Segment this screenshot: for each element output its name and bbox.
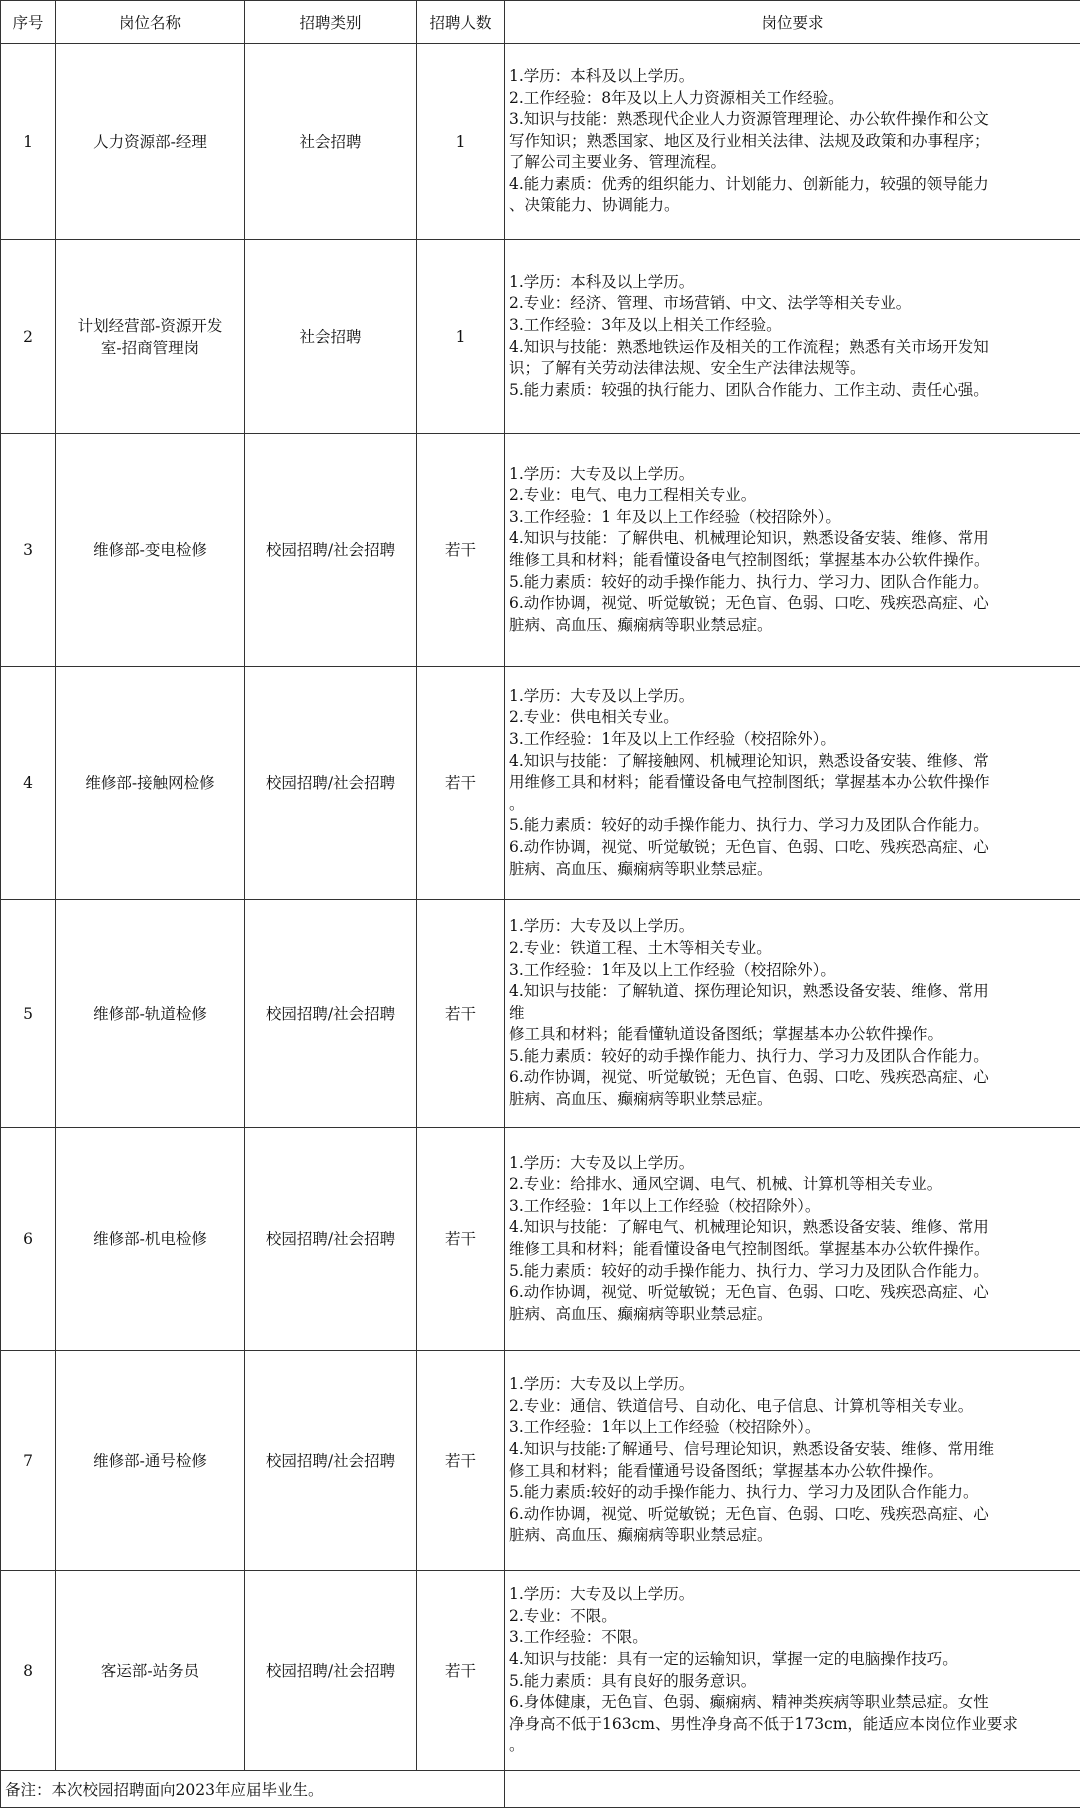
requirement-line: 2.专业：不限。: [509, 1606, 1074, 1628]
headcount-cell: 若干: [417, 900, 505, 1128]
requirement-line: 3.工作经验：1年及以上工作经验（校招除外）。: [509, 960, 1074, 982]
position-name-line: 维修部-机电检修: [64, 1228, 236, 1250]
category-cell: 社会招聘: [245, 240, 417, 434]
empty-cell: [505, 1771, 1080, 1808]
requirement-line: 3.工作经验：1年以上工作经验（校招除外）。: [509, 1417, 1074, 1439]
position-name-line: 维修部-轨道检修: [64, 1003, 236, 1025]
requirement-line: 1.学历：大专及以上学历。: [509, 1374, 1074, 1396]
position-name-line: 维修部-通号检修: [64, 1450, 236, 1472]
requirement-line: 3.工作经验：1 年及以上工作经验（校招除外）。: [509, 507, 1074, 529]
requirement-line: 4.知识与技能：熟悉地铁运作及相关的工作流程；熟悉有关市场开发知: [509, 337, 1074, 359]
requirements-cell: [505, 667, 1080, 900]
position-name-line: 人力资源部-经理: [64, 131, 236, 153]
requirement-line: 脏病、高血压、癫痫病等职业禁忌症。: [509, 615, 1074, 637]
requirement-line: 修工具和材料；能看懂轨道设备图纸；掌握基本办公软件操作。: [509, 1024, 1074, 1046]
table-row: [1, 434, 1080, 667]
requirement-line: 2.专业：铁道工程、土木等相关专业。: [509, 938, 1074, 960]
requirements-cell: [505, 240, 1080, 434]
headcount-cell: 若干: [417, 667, 505, 900]
requirement-line: 1.学历：本科及以上学历。: [509, 272, 1074, 294]
requirement-line: 3.知识与技能：熟悉现代企业人力资源管理理论、办公软件操作和公文: [509, 109, 1074, 131]
requirement-line: 维修工具和材料；能看懂设备电气控制图纸；掌握基本办公软件操作。: [509, 550, 1074, 572]
table-row: [1, 900, 1080, 1128]
header-position-name: 岗位名称: [56, 1, 245, 44]
table-row: [1, 240, 1080, 434]
requirement-line: 维: [509, 1003, 1074, 1025]
serial-number-cell: 6: [1, 1128, 56, 1351]
headcount-cell: 若干: [417, 1128, 505, 1351]
requirement-line: 3.工作经验：1年以上工作经验（校招除外）。: [509, 1196, 1074, 1218]
requirements-cell: [505, 434, 1080, 667]
requirement-line: 脏病、高血压、癫痫病等职业禁忌症。: [509, 859, 1074, 881]
position-name-cell: [56, 1128, 245, 1351]
footnote: 备注：本次校园招聘面向2023年应届毕业生。: [1, 1771, 505, 1808]
requirement-line: 维修工具和材料；能看懂设备电气控制图纸。掌握基本办公软件操作。: [509, 1239, 1074, 1261]
category-cell: 校园招聘/社会招聘: [245, 1128, 417, 1351]
requirement-line: 4.知识与技能:了解通号、信号理论知识，熟悉设备安装、维修、常用维: [509, 1439, 1074, 1461]
position-name-cell: [56, 434, 245, 667]
requirement-line: 4.知识与技能：了解轨道、探伤理论知识，熟悉设备安装、维修、常用: [509, 981, 1074, 1003]
requirement-line: 修工具和材料；能看懂通号设备图纸；掌握基本办公软件操作。: [509, 1461, 1074, 1483]
requirement-line: 1.学历：大专及以上学历。: [509, 464, 1074, 486]
requirement-line: 5.能力素质：较好的动手操作能力、执行力、学习力及团队合作能力。: [509, 1046, 1074, 1068]
requirement-line: 1.学历：本科及以上学历。: [509, 66, 1074, 88]
requirement-line: 6.动作协调，视觉、听觉敏锐；无色盲、色弱、口吃、残疾恐高症、心: [509, 1504, 1074, 1526]
requirement-line: 1.学历：大专及以上学历。: [509, 916, 1074, 938]
requirement-line: 了解公司主要业务、管理流程。: [509, 152, 1074, 174]
position-name-line: 室-招商管理岗: [64, 337, 236, 359]
requirement-line: 1.学历：大专及以上学历。: [509, 1584, 1074, 1606]
requirement-line: 净身高不低于163cm、男性净身高不低于173cm，能适应本岗位作业要求: [509, 1714, 1074, 1736]
position-name-cell: [56, 667, 245, 900]
serial-number-cell: 3: [1, 434, 56, 667]
headcount-cell: 1: [417, 240, 505, 434]
headcount-cell: 1: [417, 44, 505, 240]
requirement-line: 用维修工具和材料；能看懂设备电气控制图纸；掌握基本办公软件操作: [509, 772, 1074, 794]
requirements-cell: [505, 1351, 1080, 1571]
requirement-line: 4.知识与技能：了解供电、机械理论知识，熟悉设备安装、维修、常用: [509, 528, 1074, 550]
position-name-line: 客运部-站务员: [64, 1660, 236, 1682]
requirement-line: 6.动作协调，视觉、听觉敏锐；无色盲、色弱、口吃、残疾恐高症、心: [509, 1282, 1074, 1304]
position-name-line: 维修部-接触网检修: [64, 772, 236, 794]
requirement-line: 2.专业：供电相关专业。: [509, 707, 1074, 729]
position-name-line: 计划经营部-资源开发: [64, 315, 236, 337]
requirement-line: 5.能力素质：较强的执行能力、团队合作能力、工作主动、责任心强。: [509, 380, 1074, 402]
category-cell: 校园招聘/社会招聘: [245, 1351, 417, 1571]
serial-number-cell: 1: [1, 44, 56, 240]
category-cell: 校园招聘/社会招聘: [245, 1571, 417, 1771]
requirement-line: 。: [509, 1735, 1074, 1757]
table-row: [1, 667, 1080, 900]
requirements-cell: [505, 44, 1080, 240]
table-row: [1, 44, 1080, 240]
category-cell: 校园招聘/社会招聘: [245, 434, 417, 667]
requirement-line: 2.工作经验：8年及以上人力资源相关工作经验。: [509, 88, 1074, 110]
serial-number-cell: 8: [1, 1571, 56, 1771]
requirement-line: 4.知识与技能：了解接触网、机械理论知识，熟悉设备安装、维修、常: [509, 751, 1074, 773]
serial-number-cell: 4: [1, 667, 56, 900]
requirement-line: 5.能力素质:较好的动手操作能力、执行力、学习力及团队合作能力。: [509, 1482, 1074, 1504]
requirement-line: 4.知识与技能：了解电气、机械理论知识，熟悉设备安装、维修、常用: [509, 1217, 1074, 1239]
requirement-line: 3.工作经验：不限。: [509, 1627, 1074, 1649]
position-name-cell: [56, 1571, 245, 1771]
requirement-line: 2.专业：通信、铁道信号、自动化、电子信息、计算机等相关专业。: [509, 1396, 1074, 1418]
requirement-line: 4.能力素质：优秀的组织能力、计划能力、创新能力，较强的领导能力: [509, 174, 1074, 196]
position-name-line: 维修部-变电检修: [64, 539, 236, 561]
category-cell: 校园招聘/社会招聘: [245, 667, 417, 900]
requirement-line: 。: [509, 794, 1074, 816]
requirement-line: 脏病、高血压、癫痫病等职业禁忌症。: [509, 1089, 1074, 1111]
header-recruitment-category: 招聘类别: [245, 1, 417, 44]
requirement-line: 3.工作经验：3年及以上相关工作经验。: [509, 315, 1074, 337]
requirement-line: 、决策能力、协调能力。: [509, 195, 1074, 217]
requirements-cell: [505, 1571, 1080, 1771]
requirement-line: 6.动作协调，视觉、听觉敏锐；无色盲、色弱、口吃、残疾恐高症、心: [509, 593, 1074, 615]
headcount-cell: 若干: [417, 1571, 505, 1771]
requirement-line: 2.专业：给排水、通风空调、电气、机械、计算机等相关专业。: [509, 1174, 1074, 1196]
requirement-line: 6.身体健康，无色盲、色弱、癫痫病、精神类疾病等职业禁忌症。女性: [509, 1692, 1074, 1714]
header-row: [1, 1, 1080, 44]
requirement-line: 2.专业：经济、管理、市场营销、中文、法学等相关专业。: [509, 293, 1074, 315]
requirement-line: 5.能力素质：较好的动手操作能力、执行力、学习力及团队合作能力。: [509, 815, 1074, 837]
note-row: [1, 1771, 1080, 1808]
requirement-line: 写作知识；熟悉国家、地区及行业相关法律、法规及政策和办事程序；: [509, 131, 1074, 153]
header-headcount: 招聘人数: [417, 1, 505, 44]
requirement-line: 脏病、高血压、癫痫病等职业禁忌症。: [509, 1525, 1074, 1547]
requirement-line: 3.工作经验：1年及以上工作经验（校招除外）。: [509, 729, 1074, 751]
serial-number-cell: 5: [1, 900, 56, 1128]
requirement-line: 6.动作协调，视觉、听觉敏锐；无色盲、色弱、口吃、残疾恐高症、心: [509, 837, 1074, 859]
requirement-line: 5.能力素质：较好的动手操作能力、执行力、学习力及团队合作能力。: [509, 1261, 1074, 1283]
category-cell: 社会招聘: [245, 44, 417, 240]
requirement-line: 4.知识与技能：具有一定的运输知识，掌握一定的电脑操作技巧。: [509, 1649, 1074, 1671]
requirements-cell: [505, 900, 1080, 1128]
table-row: [1, 1571, 1080, 1771]
category-cell: 校园招聘/社会招聘: [245, 900, 417, 1128]
headcount-cell: 若干: [417, 434, 505, 667]
position-name-cell: [56, 44, 245, 240]
position-name-cell: [56, 240, 245, 434]
serial-number-cell: 2: [1, 240, 56, 434]
position-name-cell: [56, 1351, 245, 1571]
header-requirements: 岗位要求: [505, 1, 1080, 44]
header-serial-number: 序号: [1, 1, 56, 44]
requirement-line: 脏病、高血压、癫痫病等职业禁忌症。: [509, 1304, 1074, 1326]
serial-number-cell: 7: [1, 1351, 56, 1571]
requirement-line: 1.学历：大专及以上学历。: [509, 1153, 1074, 1175]
requirement-line: 2.专业：电气、电力工程相关专业。: [509, 485, 1074, 507]
requirement-line: 识；了解有关劳动法律法规、安全生产法律法规等。: [509, 358, 1074, 380]
table-row: [1, 1128, 1080, 1351]
table-row: [1, 1351, 1080, 1571]
requirement-line: 1.学历：大专及以上学历。: [509, 686, 1074, 708]
requirements-cell: [505, 1128, 1080, 1351]
position-name-cell: [56, 900, 245, 1128]
requirement-line: 6.动作协调，视觉、听觉敏锐；无色盲、色弱、口吃、残疾恐高症、心: [509, 1067, 1074, 1089]
requirement-line: 5.能力素质：较好的动手操作能力、执行力、学习力、团队合作能力。: [509, 572, 1074, 594]
requirement-line: 5.能力素质：具有良好的服务意识。: [509, 1671, 1074, 1693]
headcount-cell: 若干: [417, 1351, 505, 1571]
